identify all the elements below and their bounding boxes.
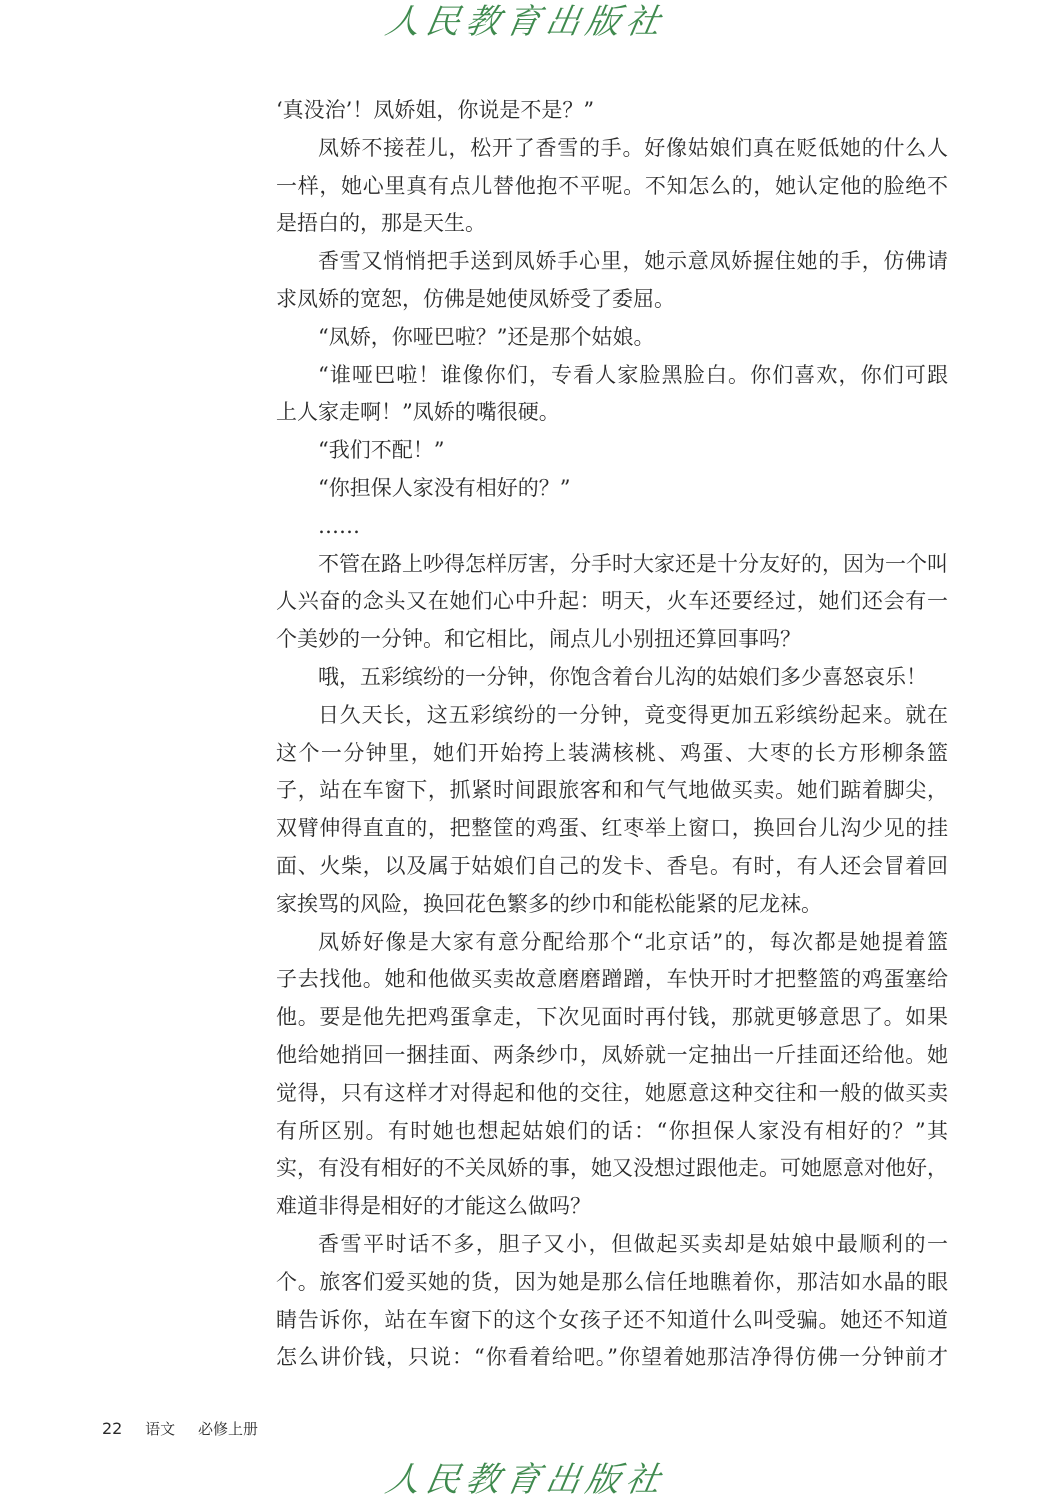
text-line: 哦，五彩缤纷的一分钟，你饱含着台儿沟的姑娘们多少喜怒哀乐！ <box>318 664 927 689</box>
text-line: 一样，她心里真有点儿替他抱不平呢。不知怎么的，她认定他的脸绝不 <box>276 173 948 198</box>
publisher-logo-bottom: 人民教育出版社 <box>382 1460 670 1500</box>
text-line: 香雪平时话不多，胆子又小，但做起买卖却是姑娘中最顺利的一 <box>318 1231 948 1256</box>
text-line: 难道非得是相好的才能这么做吗？ <box>276 1194 591 1219</box>
article-body <box>276 92 948 1377</box>
text-line: …… <box>318 513 360 538</box>
text-line: 觉得，只有这样才对得起和他的交往，她愿意这种交往和一般的做买卖 <box>276 1080 948 1105</box>
text-line: 怎么讲价钱，只说：“你看着给吧。”你望着她那洁净得仿佛一分钟前才 <box>276 1345 948 1370</box>
publisher-logo-top: 人民教育出版社 <box>382 2 670 42</box>
text-line: 有所区别。有时她也想起姑娘们的话：“你担保人家没有相好的？”其 <box>276 1118 948 1143</box>
text-line: “你担保人家没有相好的？” <box>318 475 571 500</box>
text-line: ‘真没治’！凤娇姐，你说是不是？” <box>276 98 595 122</box>
text-line: 家挨骂的风险，换回花色繁多的纱巾和能松能紧的尼龙袜。 <box>276 891 822 916</box>
text-line: 双臂伸得直直的，把整筐的鸡蛋、红枣举上窗口，换回台儿沟少见的挂 <box>276 816 948 841</box>
text-line: 睛告诉你，站在车窗下的这个女孩子还不知道什么叫受骗。她还不知道 <box>276 1307 948 1332</box>
text-line: 求凤娇的宽恕，仿佛是她使凤娇受了委屈。 <box>276 286 675 311</box>
text-line: “谁哑巴啦！谁像你们，专看人家脸黑脸白。你们喜欢，你们可跟 <box>318 362 948 387</box>
text-line: 不管在路上吵得怎样厉害，分手时大家还是十分友好的，因为一个叫 <box>318 551 948 576</box>
text-line: 子去找他。她和他做买卖故意磨磨蹭蹭，车快开时才把整篮的鸡蛋塞给 <box>276 967 948 992</box>
text-line: 子，站在车窗下，抓紧时间跟旅客和和气气地做买卖。她们踮着脚尖， <box>276 778 948 803</box>
text-line: 实，有没有相好的不关凤娇的事，她又没想过跟他走。可她愿意对他好， <box>276 1156 948 1181</box>
text-line: 他给她捎回一捆挂面、两条纱巾，凤娇就一定抽出一斤挂面还给他。她 <box>276 1042 948 1067</box>
text-line: 凤娇好像是大家有意分配给那个“北京话”的，每次都是她提着篮 <box>318 929 948 954</box>
text-line: “我们不配！” <box>318 438 445 463</box>
text-line: 日久天长，这五彩缤纷的一分钟，竟变得更加五彩缤纷起来。就在 <box>318 702 948 727</box>
text-line: 面、火柴，以及属于姑娘们自己的发卡、香皂。有时，有人还会冒着回 <box>276 853 948 878</box>
text-line: 个美妙的一分钟。和它相比，闹点儿小别扭还算回事吗？ <box>276 627 801 652</box>
text-line: 香雪又悄悄把手送到凤娇手心里，她示意凤娇握住她的手，仿佛请 <box>318 249 948 274</box>
book-title: 语文 <box>145 1420 176 1438</box>
text-line: 这个一分钟里，她们开始挎上装满核桃、鸡蛋、大枣的长方形柳条篮 <box>276 740 948 765</box>
page-number: 22 <box>102 1419 123 1438</box>
page-footer <box>102 1416 258 1442</box>
text-line: 凤娇不接茬儿，松开了香雪的手。好像姑娘们真在贬低她的什么人 <box>318 135 948 160</box>
text-line: 他。要是他先把鸡蛋拿走，下次见面时再付钱，那就更够意思了。如果 <box>276 1005 948 1030</box>
text-line: 个。旅客们爱买她的货，因为她是那么信任地瞧着你，那洁如水晶的眼 <box>276 1269 948 1294</box>
text-line: 是捂白的，那是天生。 <box>276 211 486 236</box>
text-line: 人兴奋的念头又在她们心中升起：明天，火车还要经过，她们还会有一 <box>276 589 948 614</box>
text-line: 上人家走啊！”凤娇的嘴很硬。 <box>276 400 560 425</box>
text-line: “凤娇，你哑巴啦？”还是那个姑娘。 <box>318 324 655 349</box>
volume-label: 必修上册 <box>197 1420 258 1438</box>
